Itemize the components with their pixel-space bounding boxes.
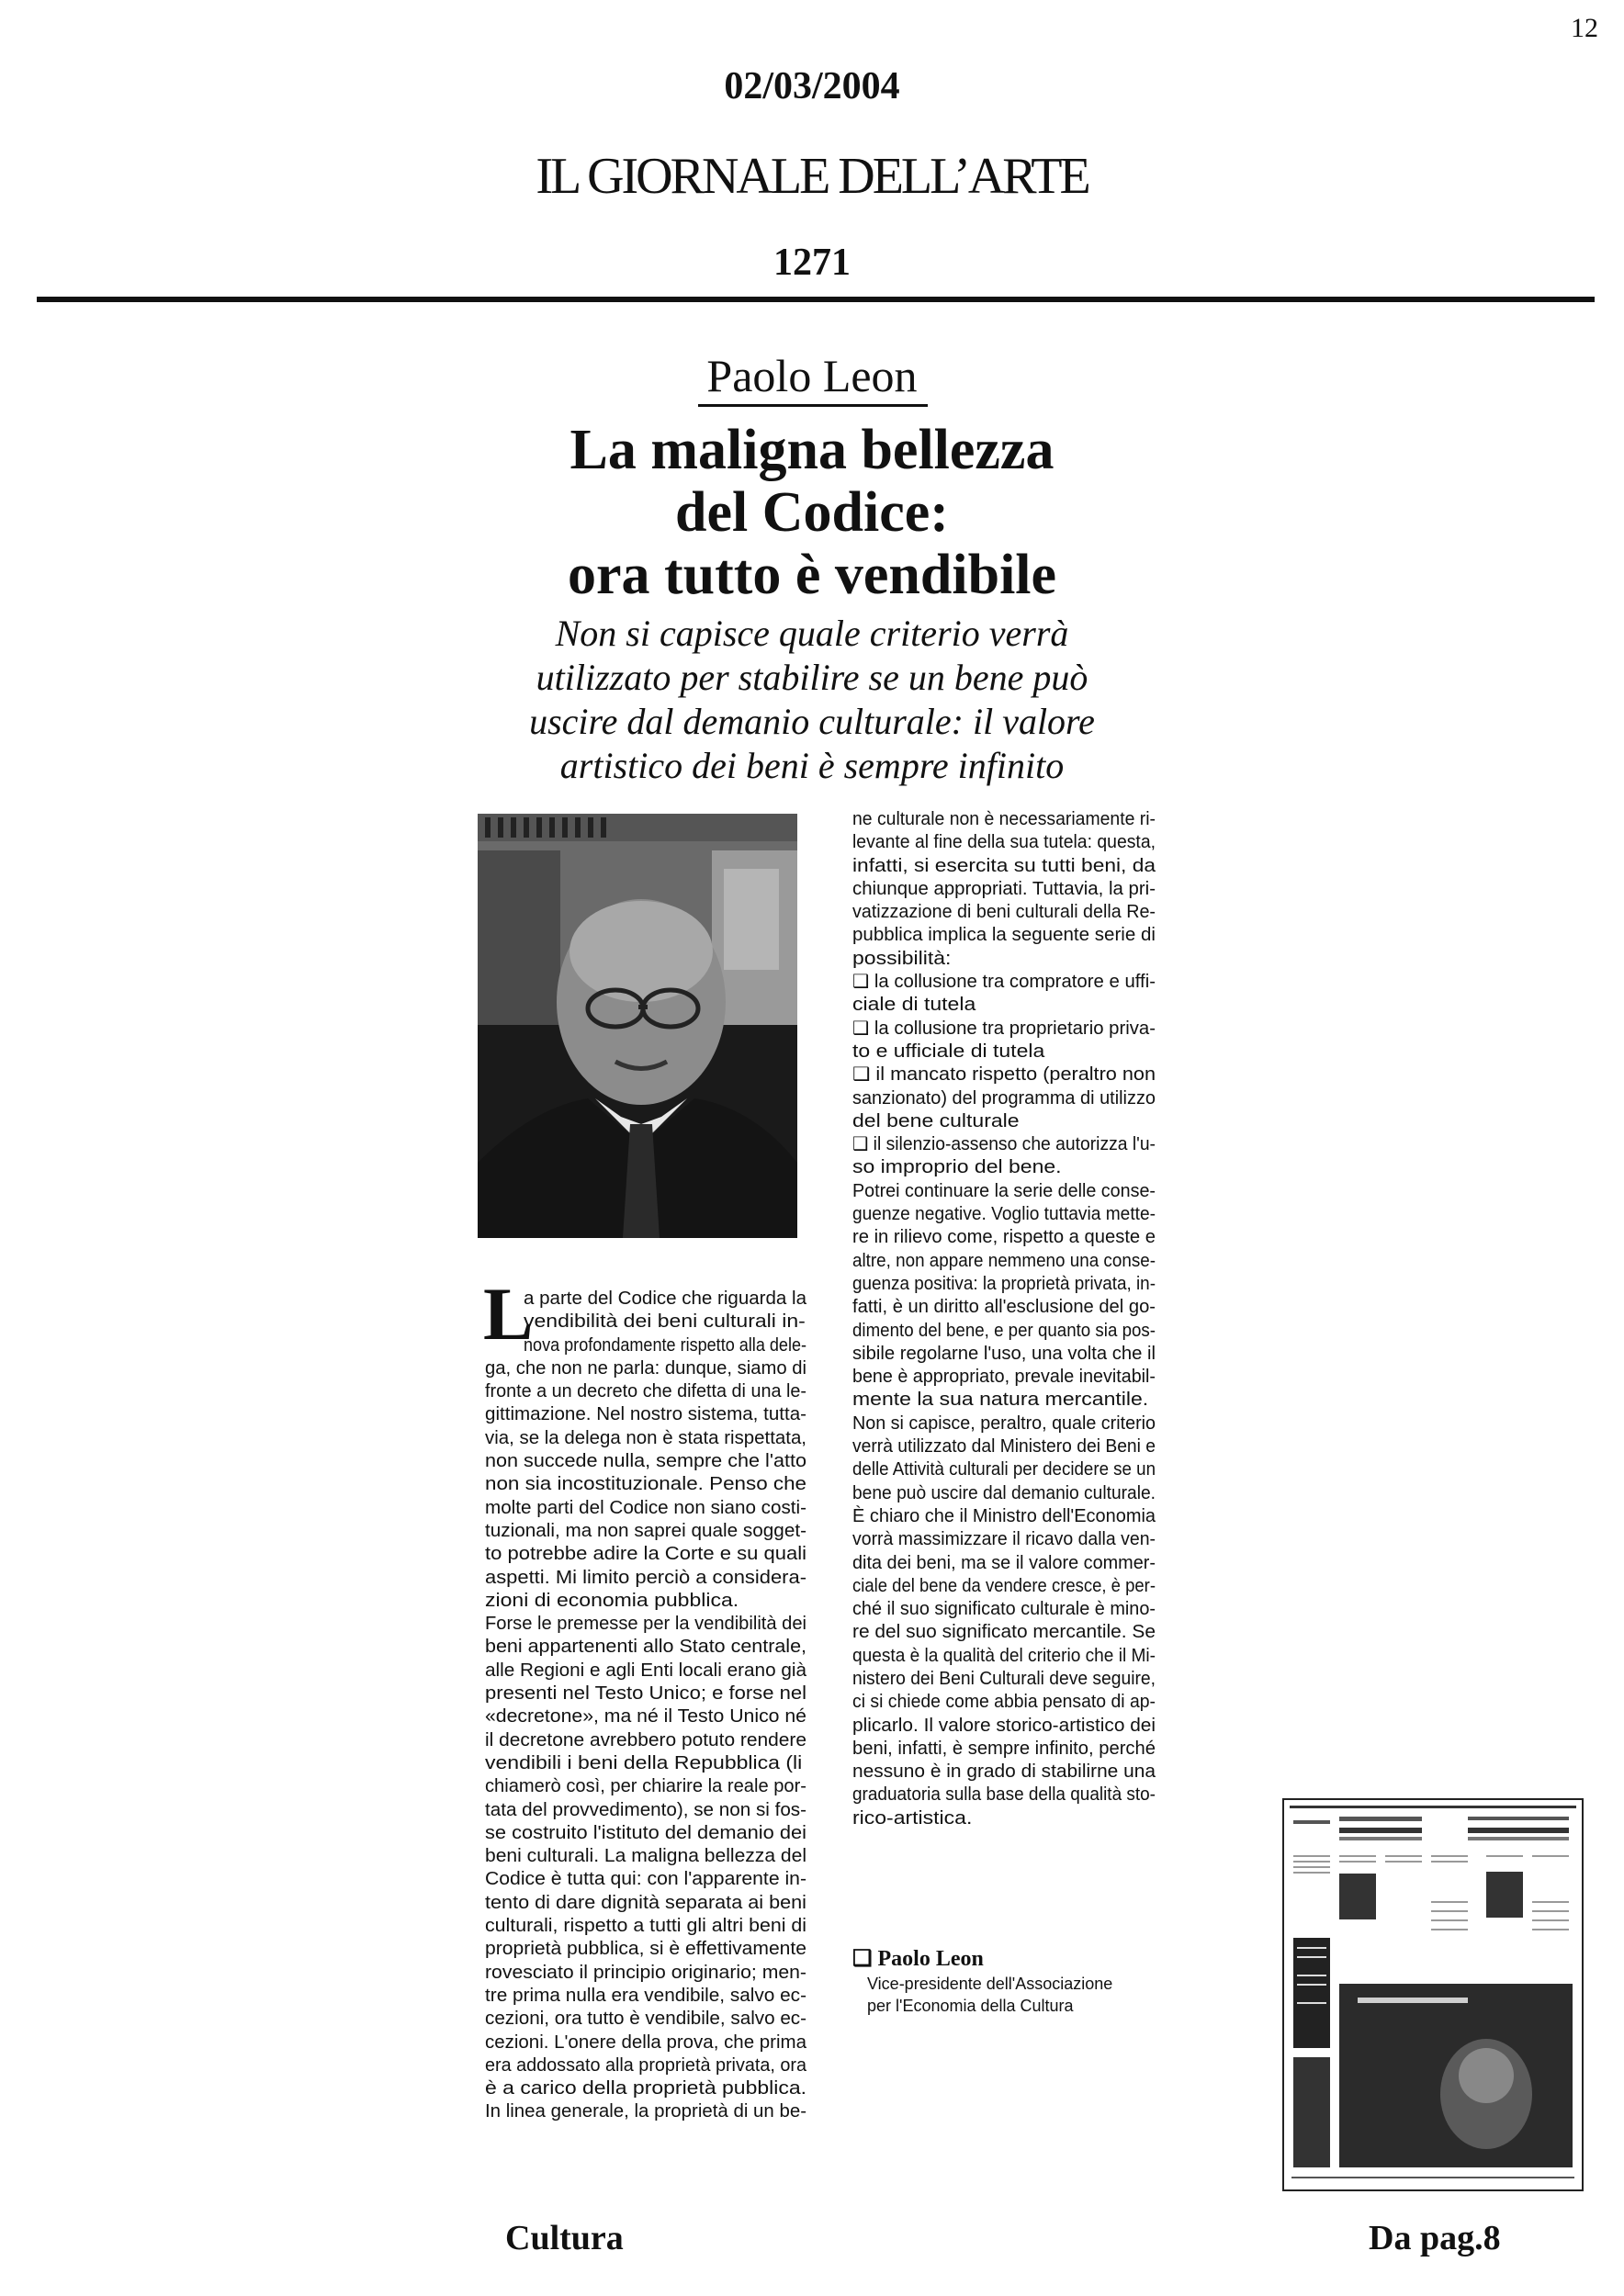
headline-line: La maligna bellezza (570, 419, 1054, 481)
column-1-line: cezioni, ora tutto è vendibile, salvo ec- (485, 2009, 806, 2030)
page-reference: Da pag.8 (1369, 2219, 1501, 2257)
subheadline-line: uscire dal demanio culturale: il valore (529, 701, 1095, 742)
column-2-line: ciale di tutela (852, 995, 976, 1016)
column-2-line: vorrà massimizzare il ricavo dalla ven- (852, 1529, 1156, 1550)
column-1-line: se costruito l'istituto del demanio dei (485, 1822, 806, 1843)
column-1-line: vendibili i beni della Repubblica (li (485, 1752, 803, 1773)
publication-date: 02/03/2004 (724, 65, 900, 107)
column-1-line: chiamerò così, per chiarire la reale por- (485, 1776, 806, 1797)
column-1-line: tento di dare dignità separata ai beni (485, 1892, 806, 1913)
column-1-line: beni culturali. La maligna bellezza del (485, 1846, 806, 1867)
article-column-1 (485, 1288, 806, 2124)
signature-role: Vice-presidente dell'Associazione (867, 1975, 1113, 1993)
column-2-line: nessuno è in grado di stabilirne una (852, 1761, 1156, 1783)
author-photo (478, 814, 797, 1238)
column-1-line: molte parti del Codice non siano costi- (485, 1497, 806, 1518)
article-column-2 (852, 808, 1156, 1830)
column-1-line: aspetti. Mi limito perciò a considera- (485, 1567, 806, 1588)
column-2-line: plicarlo. Il valore storico-artistico dei (852, 1715, 1156, 1736)
column-1-line: gittimazione. Nel nostro sistema, tutta- (485, 1404, 806, 1425)
headline-line: ora tutto è vendibile (567, 544, 1057, 606)
section-label: Cultura (505, 2219, 624, 2257)
column-2-line: Non si capisce, peraltro, quale criterio (852, 1412, 1156, 1434)
column-2-line: sibile regolarne l'uso, una volta che il (852, 1343, 1156, 1364)
column-1-line: tata del provvedimento), se non si fos- (485, 1799, 806, 1820)
column-1-line: a parte del Codice che riguarda la (524, 1289, 806, 1309)
column-1-line: tre prima nulla era vendibile, salvo ec- (485, 1985, 806, 2006)
column-2-line: ché il suo significato culturale è mino- (852, 1599, 1156, 1620)
headline-line: del Codice: (675, 481, 949, 544)
page-number: 12 (1571, 13, 1598, 43)
column-2-line: questa è la qualità del criterio che il Mi- (852, 1645, 1156, 1666)
issue-number: 1271 (773, 242, 851, 284)
column-2-line: beni, infatti, è sempre infinito, perché (852, 1738, 1156, 1759)
column-1-line: alle Regioni e agli Enti locali erano già (485, 1660, 806, 1681)
subheadline-line: utilizzato per stabilire se un bene può (536, 657, 1088, 698)
column-2-line: nistero dei Beni Culturali deve seguire, (852, 1668, 1156, 1689)
column-2-line: Potrei continuare la serie delle conse- (852, 1180, 1156, 1201)
column-1-line: fronte a un decreto che difetta di una le- (485, 1381, 806, 1402)
masthead: IL GIORNALE DELL’ARTE (536, 148, 1088, 205)
subheadline-line: artistico dei beni è sempre infinito (559, 745, 1065, 786)
subheadline-line: Non si capisce quale criterio verrà (555, 613, 1069, 654)
column-2-line: bene è appropriato, prevale inevitabil- (852, 1367, 1156, 1388)
column-2-line: re in rilievo come, rispetto a queste e (852, 1227, 1156, 1248)
column-1-line: il decretone avrebbero potuto rendere (485, 1729, 806, 1750)
column-1-line: «decretone», ma né il Testo Unico né (485, 1706, 806, 1728)
column-2-line: pubblica implica la seguente serie di (852, 925, 1156, 946)
column-2-line: guenze negative. Voglio tuttavia mette- (852, 1204, 1156, 1225)
column-2-line: dita dei beni, ma se il valore commer- (852, 1552, 1156, 1573)
column-1-line: cezioni. L'onere della prova, che prima (485, 2032, 806, 2053)
column-2-line: rico-artistica. (852, 1807, 973, 1829)
column-2-line: bene può uscire dal demanio culturale. (852, 1482, 1156, 1503)
column-1-line: proprietà pubblica, si è effettivamente (485, 1939, 806, 1960)
column-1-line: non succede nulla, sempre che l'atto (485, 1451, 806, 1472)
column-2-line: È chiaro che il Ministro dell'Economia (852, 1505, 1156, 1526)
drop-cap: L (483, 1272, 534, 1356)
article-author: Paolo Leon (706, 350, 918, 401)
column-2-line: ❑ la collusione tra compratore e uffi- (852, 972, 1156, 993)
column-2-line: chiunque appropriati. Tuttavia, la pri- (852, 878, 1156, 899)
column-1-line: via, se la delega non è stata rispettata, (485, 1427, 806, 1448)
column-2-line: possibilità: (852, 948, 952, 969)
column-1-line: Forse le premesse per la vendibilità dei (485, 1614, 806, 1635)
column-1-line: non sia incostituzionale. Penso che (485, 1474, 806, 1495)
column-2-line: fatti, è un diritto all'esclusione del go- (852, 1297, 1156, 1318)
column-2-line: guenza positiva: la proprietà privata, in- (852, 1273, 1156, 1294)
column-2-line: sanzionato) del programma di utilizzo (852, 1087, 1156, 1109)
column-2-line: mente la sua natura mercantile. (852, 1390, 1149, 1411)
column-1-line: Codice è tutta qui: con l'apparente in- (485, 1869, 806, 1890)
column-2-line: ❑ il silenzio-assenso che autorizza l'u- (852, 1134, 1156, 1155)
column-1-line: culturali, rispetto a tutti gli altri beni di (485, 1916, 806, 1937)
column-2-line: re del suo significato mercantile. Se (852, 1622, 1156, 1643)
column-2-line: ci si chiede come abbia pensato di ap- (852, 1692, 1156, 1713)
column-2-line: graduatoria sulla base della qualità sto- (852, 1784, 1156, 1806)
column-1-line: to potrebbe adire la Corte e su quali (485, 1544, 806, 1565)
column-1-line: vendibilità dei beni culturali in- (524, 1311, 806, 1333)
source-page-thumbnail (1282, 1798, 1584, 2191)
column-2-line: verrà utilizzato dal Ministero dei Beni e (852, 1436, 1156, 1458)
author-underline (698, 404, 928, 407)
column-2-line: delle Attività culturali per decidere se un (852, 1459, 1156, 1480)
column-2-line: ❑ il mancato rispetto (peraltro non (852, 1064, 1156, 1086)
column-1-line: tuzionali, ma non saprei quale sogget- (485, 1520, 806, 1541)
column-2-line: ❑ la collusione tra proprietario priva- (852, 1018, 1156, 1039)
column-2-line: vatizzazione di beni culturali della Re- (852, 902, 1156, 923)
signature-role: per l'Economia della Cultura (867, 1997, 1074, 2015)
column-2-line: ciale del bene da vendere cresce, è per- (852, 1575, 1156, 1596)
column-2-line: to e ufficiale di tutela (852, 1041, 1045, 1062)
column-1-line: nova profondamente rispetto alla dele- (524, 1334, 806, 1356)
column-1-line: rovesciato il principio originario; men- (485, 1962, 806, 1983)
column-2-line: altre, non appare nemmeno una conse- (852, 1250, 1156, 1271)
column-2-line: so improprio del bene. (852, 1157, 1062, 1178)
column-2-line: dimento del bene, e per quanto sia pos- (852, 1320, 1156, 1341)
column-2-line: del bene culturale (852, 1110, 1020, 1131)
column-2-line: levante al fine della sua tutela: questa, (852, 832, 1156, 853)
signature-name: ❑ Paolo Leon (852, 1947, 984, 1971)
column-1-line: zioni di economia pubblica. (485, 1590, 739, 1611)
column-1-line: presenti nel Testo Unico; e forse nel (485, 1683, 806, 1705)
column-1-line: beni appartenenti allo Stato centrale, (485, 1637, 806, 1658)
column-2-line: infatti, si esercita su tutti beni, da (852, 855, 1156, 876)
column-1-line: era addossato alla proprietà privata, ora (485, 2054, 806, 2076)
column-1-line: ga, che non ne parla: dunque, siamo di (485, 1357, 806, 1379)
header-rule (37, 297, 1595, 302)
column-2-line: ne culturale non è necessariamente ri- (852, 809, 1156, 829)
column-1-line: è a carico della proprietà pubblica. (485, 2078, 806, 2099)
column-1-line: In linea generale, la proprietà di un be- (485, 2101, 806, 2122)
